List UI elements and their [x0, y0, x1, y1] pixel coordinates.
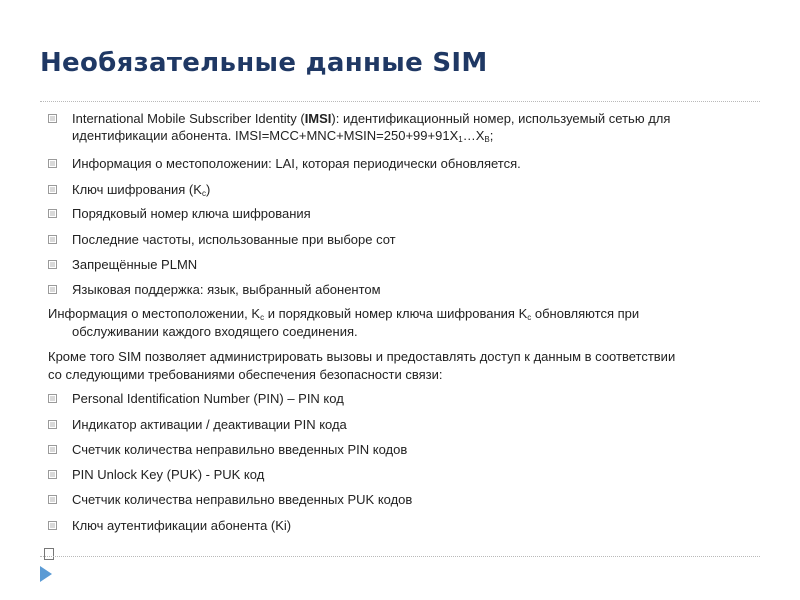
bullet-icon — [48, 209, 57, 218]
list-item: Счетчик количества неправильно введенных PUK кодов — [72, 492, 413, 507]
list-item: Порядковый номер ключа шифрования — [72, 206, 311, 221]
list-item: Ключ аутентификации абонента (Ki) — [72, 518, 292, 533]
bullet-icon — [48, 235, 57, 244]
list-item: Запрещённые PLMN — [72, 257, 198, 272]
bullet-icon — [48, 420, 57, 429]
bullet-icon — [48, 394, 57, 403]
list-item: Последние частоты, использованные при выборе сот — [72, 232, 396, 247]
bullet-icon — [48, 521, 57, 530]
slide-corner-triangle-icon — [40, 566, 52, 582]
bullet-icon — [48, 159, 57, 168]
list-item: Счетчик количества неправильно введенных PIN кодов — [72, 442, 408, 457]
bullet-icon — [48, 445, 57, 454]
bullet-icon — [48, 495, 57, 504]
bullet-icon — [48, 260, 57, 269]
list-item: PIN Unlock Key (PUK) - PUK код — [72, 467, 265, 482]
bottom-divider — [40, 556, 760, 557]
paragraph-line: Кроме того SIM позволяет администрировать вызовы и предоставлять доступ к данным в соответствии — [48, 349, 676, 364]
bullet-icon — [48, 185, 57, 194]
bullet-icon — [48, 114, 57, 123]
paragraph-line: Информация о местоположении, $K_c$ и порядковый номер ключа шифрования $K_c$ обновляются при — [48, 306, 640, 322]
bullet-icon — [48, 285, 57, 294]
imsi-line-2: идентификации абонента. $IMSI=MCC+MNC+MSIN=250+99+91X_1\dots X_B$; — [72, 128, 494, 144]
paragraph-line: обслуживании каждого входящего соединения. — [72, 324, 358, 339]
top-divider — [40, 101, 760, 102]
bullet-icon — [48, 470, 57, 479]
slide-title: Необязательные данные SIM — [40, 48, 488, 78]
list-item: Информация о местоположении: LAI, которая периодически обновляется. — [72, 156, 521, 171]
empty-bullet-icon — [44, 548, 54, 560]
list-item: Индикатор активации / деактивации PIN кода — [72, 417, 347, 432]
paragraph-line: со следующими требованиями обеспечения безопасности связи: — [48, 367, 443, 382]
list-item: Ключ шифрования $(K_c)$ — [72, 182, 211, 198]
imsi-line-1: International Mobile Subscriber Identity (IMSI): идентификационный номер, используемый сетью для — [72, 111, 671, 126]
list-item: Языковая поддержка: язык, выбранный абонентом — [72, 282, 381, 297]
list-item: Personal Identification Number (PIN) – PIN код — [72, 391, 344, 406]
